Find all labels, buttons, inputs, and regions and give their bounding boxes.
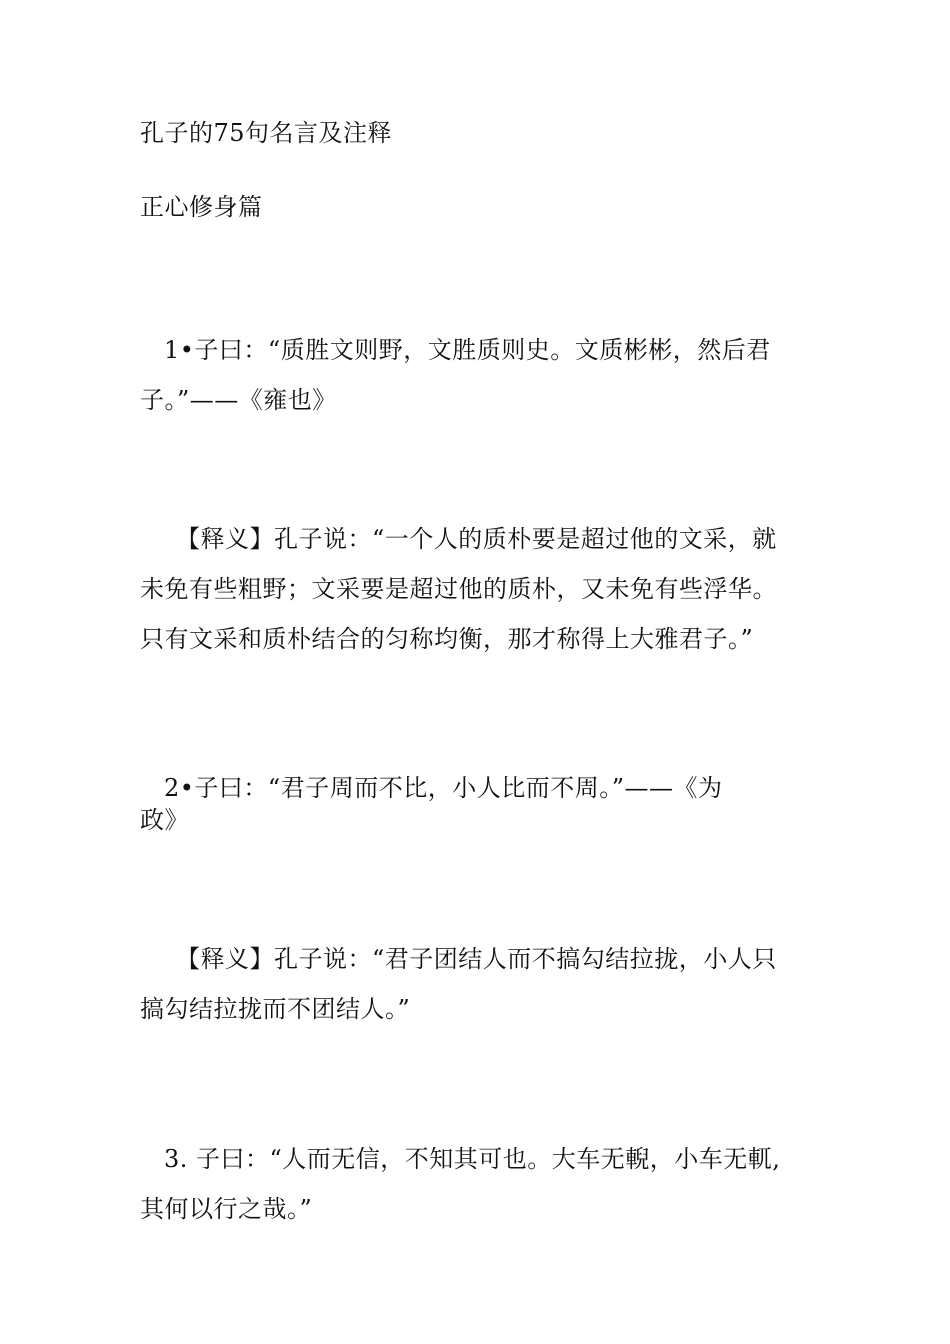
quote-3-line-1: 3. 子曰：“人而无信，不知其可也。大车无輗，小车无軏, xyxy=(164,1145,781,1173)
explanation-1-line-3: 只有文采和质朴结合的匀称均衡，那才称得上大雅君子。” xyxy=(140,625,754,653)
quote-1-line-2: 子。”——《雍也》 xyxy=(140,386,337,414)
document-title: 孔子的75句名言及注释 xyxy=(140,119,393,147)
quote-1-line-1: 1•子曰：“质胜文则野，文胜质则史。文质彬彬，然后君 xyxy=(164,336,771,364)
quote-3-line-2: 其何以行之哉。” xyxy=(140,1195,313,1223)
quote-2-line-2: 政》 xyxy=(140,806,189,834)
quote-2-line-1: 2•子曰：“君子周而不比，小人比而不周。”——《为 xyxy=(164,774,723,802)
explanation-2-line-2: 搞勾结拉拢而不团结人。” xyxy=(140,995,411,1023)
section-heading: 正心修身篇 xyxy=(140,193,263,221)
explanation-1-line-1: 【释义】孔子说：“一个人的质朴要是超过他的文采，就 xyxy=(176,525,777,553)
explanation-2-line-1: 【释义】孔子说：“君子团结人而不搞勾结拉拢，小人只 xyxy=(176,945,777,973)
explanation-1-line-2: 未免有些粗野；文采要是超过他的质朴，又未免有些浮华。 xyxy=(140,575,777,603)
